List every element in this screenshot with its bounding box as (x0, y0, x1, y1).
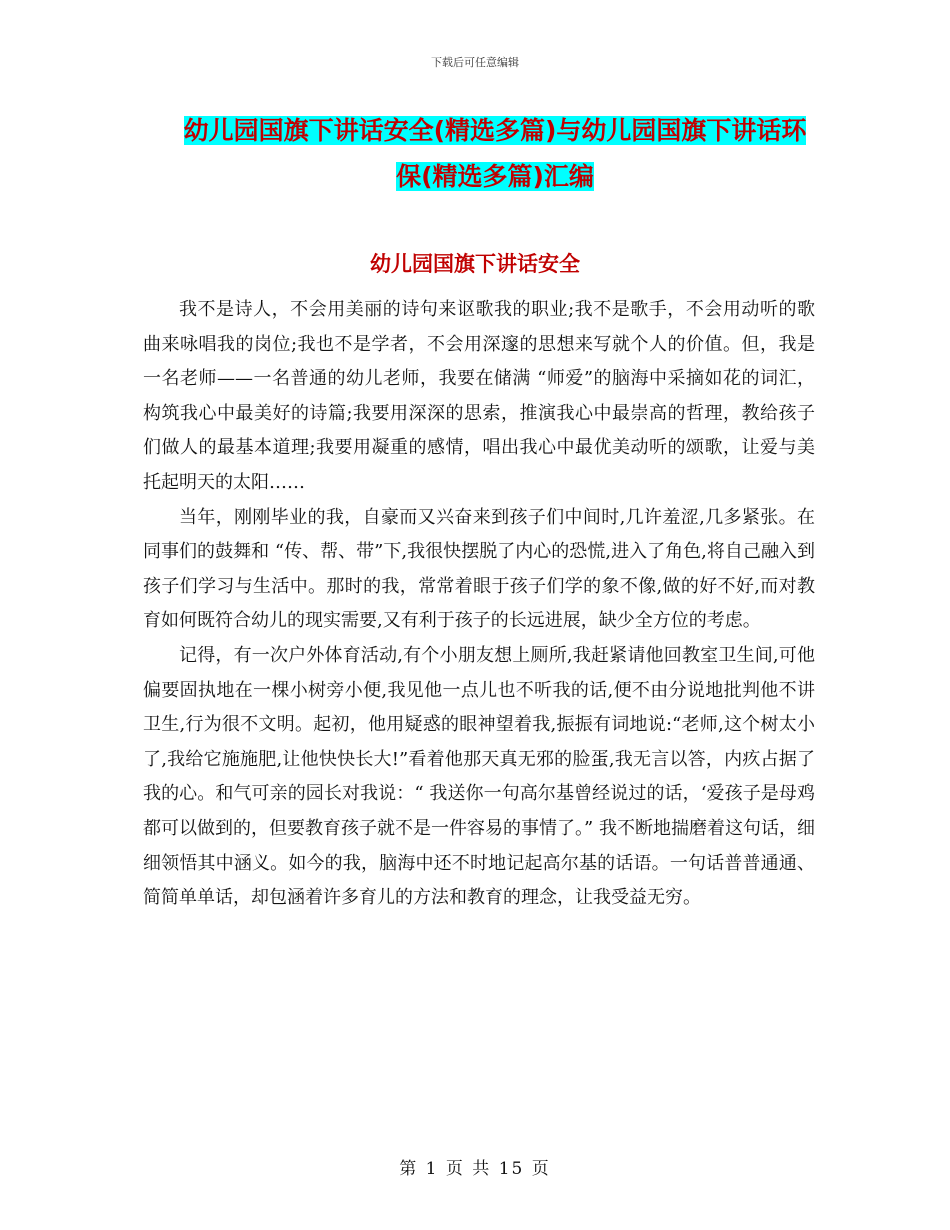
header-note: 下载后可任意编辑 (431, 56, 519, 69)
page-number: 第 1 页 共 15 页 (399, 1159, 551, 1179)
section-title: 幼儿园国旗下讲话安全 (370, 252, 580, 276)
paragraph: 我不是诗人，不会用美丽的诗句来讴歌我的职业;我不是歌手，不会用动听的歌曲来咏唱我的岗位;我也不是学者，不会用深邃的思想来写就个人的价值。但，我是一名老师——一名普通的幼儿老师，我要在储满 “师爱”的脑海中采摘如花的词汇，构筑我心中最美好的诗篇;我要用深深的思索，推演我心中最崇高的哲理，教给孩子们做人的最基本道理;我要用凝重的感情，唱出我心中最优美动听的颂歌，让爱与美托起明天的太阳…… (143, 299, 815, 493)
document-title (175, 108, 815, 200)
paragraph: 当年，刚刚毕业的我，自豪而又兴奋来到孩子们中间时,几许羞涩,几多紧张。在同事们的鼓舞和 “传、帮、带”下,我很快摆脱了内心的恐慌,进入了角色,将自己融入到孩子们学习与生活中。那时的我，常常着眼于孩子们学的象不像,做的好不好,而对教育如何既符合幼儿的现实需要,又有利于孩子的长远进展，缺少全方位的考虑。 (143, 506, 815, 632)
document-title-text: 幼儿园国旗下讲话安全(精选多篇)与幼儿园国旗下讲话环保(精选多篇)汇编 (183, 116, 807, 191)
body-text (143, 293, 815, 916)
paragraph: 记得，有一次户外体育活动,有个小朋友想上厕所,我赶紧请他回教室卫生间,可他偏要固执地在一棵小树旁小便,我见他一点儿也不听我的话,便不由分说地批判他不讲卫生,行为很不文明。起初，他用疑惑的眼神望着我,振振有词地说:“老师,这个树太小了,我给它施施肥,让他快快长大!”看着他那天真无邪的脸蛋,我无言以答，内疚占据了我的心。和气可亲的园长对我说：“ 我送你一句高尔基曾经说过的话，‘爱孩子是母鸡都可以做到的，但要教育孩子就不是一件容易的事情了。” 我不断地揣磨着这句话，细细领悟其中涵义。如今的我，脑海中还不时地记起高尔基的话语。一句话普普通通、简简单单话，却包涵着许多育儿的方法和教育的理念，让我受益无穷。 (143, 644, 815, 909)
